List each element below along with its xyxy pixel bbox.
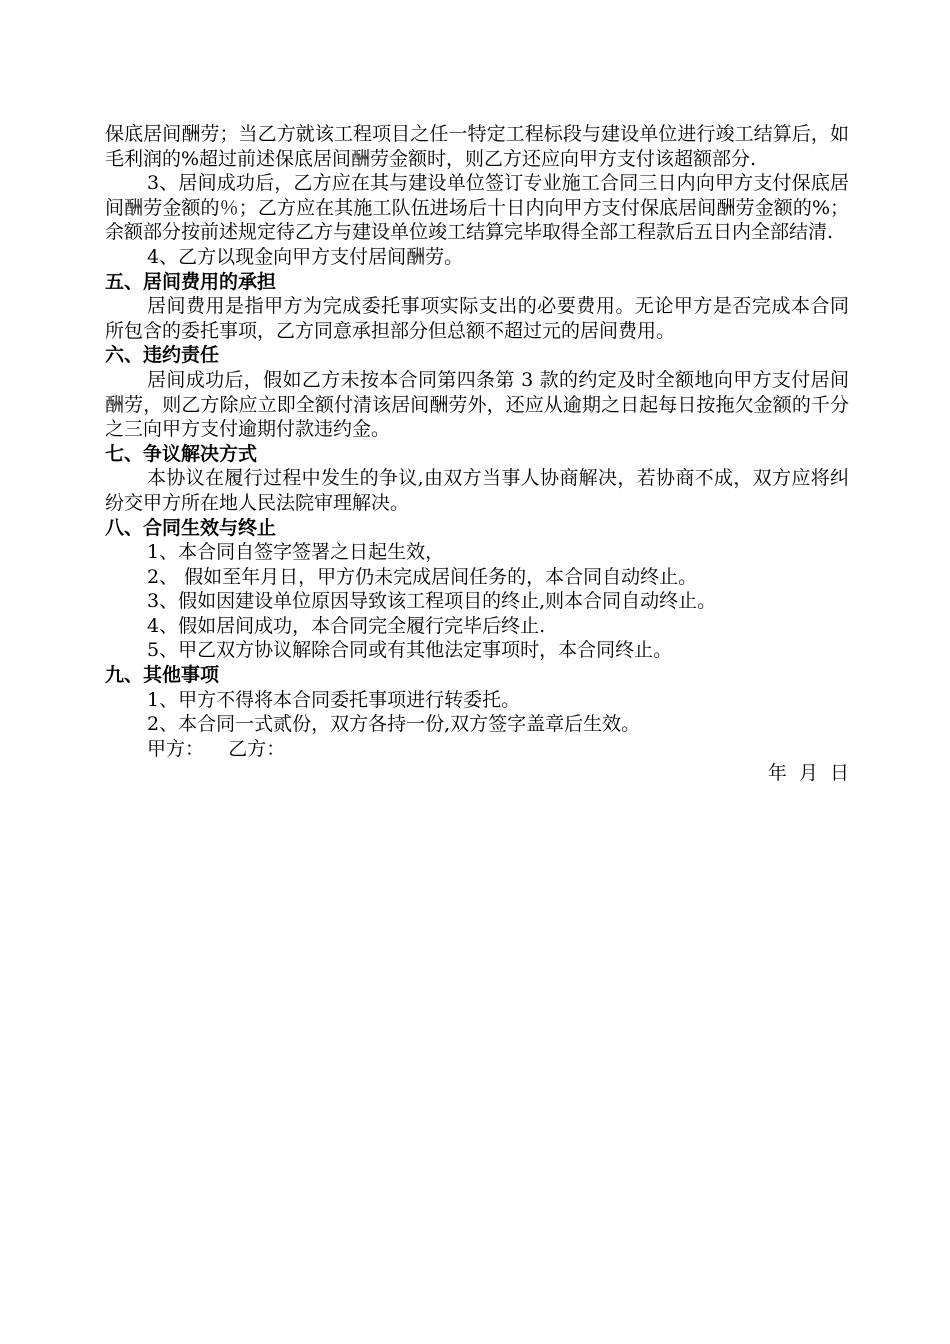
party-b-label: 乙方： [228, 737, 286, 760]
section8-item-4: 4、假如居间成功，本合同完全履行完毕后终止. [147, 614, 546, 637]
section8-item-2: 2、 假如至年月日，甲方仍未完成居间任务的，本合同自动终止。 [147, 565, 698, 588]
clause4-continuation: 保底居间酬劳；当乙方就该工程项目之任一特定工程标段与建设单位进行竣工结算后，如毛利润的%超过前述保底居间酬劳金额时，则乙方还应向甲方支付该超额部分. [105, 123, 849, 170]
clause4-item-3: 3、居间成功后，乙方应在其与建设单位签订专业施工合同三日内向甲方支付保底居间酬劳金额的％；乙方应在其施工队伍进场后十日内向甲方支付保底居间酬劳金额的%；余额部分按前述规定待乙方与建设单位竣工结算完毕取得全部工程款后五日内全部结清. [105, 172, 849, 244]
section9-heading: 九、其他事项 [105, 664, 220, 687]
clause4-item-4: 4、乙方以现金向甲方支付居间酬劳。 [147, 245, 464, 268]
section8-item-1: 1、本合同自签字签署之日起生效， [147, 541, 445, 564]
party-a-label: 甲方： [147, 737, 205, 760]
signature-line [105, 737, 849, 762]
section7-body: 本协议在履行过程中发生的争议,由双方当事人协商解决，若协商不成，双方应将纠纷交甲方所在地人民法院审理解决。 [105, 467, 849, 514]
section8-heading: 八、合同生效与终止 [105, 516, 277, 539]
section8-item-5: 5、甲乙双方协议解除合同或有其他法定事项时，本合同终止。 [147, 639, 673, 662]
contract-page [105, 122, 849, 786]
signature-date: 年 月 日 [767, 762, 849, 785]
section9-item-2: 2、本合同一式贰份，双方各持一份,双方签字盖章后生效。 [147, 713, 641, 736]
section9-item-1: 1、甲方不得将本合同委托事项进行转委托。 [147, 688, 521, 711]
section5-heading: 五、居间费用的承担 [105, 270, 277, 293]
section6-body: 居间成功后，假如乙方未按本合同第四条第 3 款的约定及时全额地向甲方支付居间酬劳，则乙方除应立即全额付清该居间酬劳外，还应从逾期之日起每日按拖欠金额的千分之三向甲方支付逾期付款违约金。 [105, 368, 849, 441]
section6-heading: 六、违约责任 [105, 344, 220, 367]
section5-body: 居间费用是指甲方为完成委托事项实际支出的必要费用。无论甲方是否完成本合同所包含的委托事项，乙方同意承担部分但总额不超过元的居间费用。 [105, 295, 849, 342]
section8-item-3: 3、假如因建设单位原因导致该工程项目的终止,则本合同自动终止。 [147, 590, 717, 613]
section7-heading: 七、争议解决方式 [105, 442, 258, 465]
